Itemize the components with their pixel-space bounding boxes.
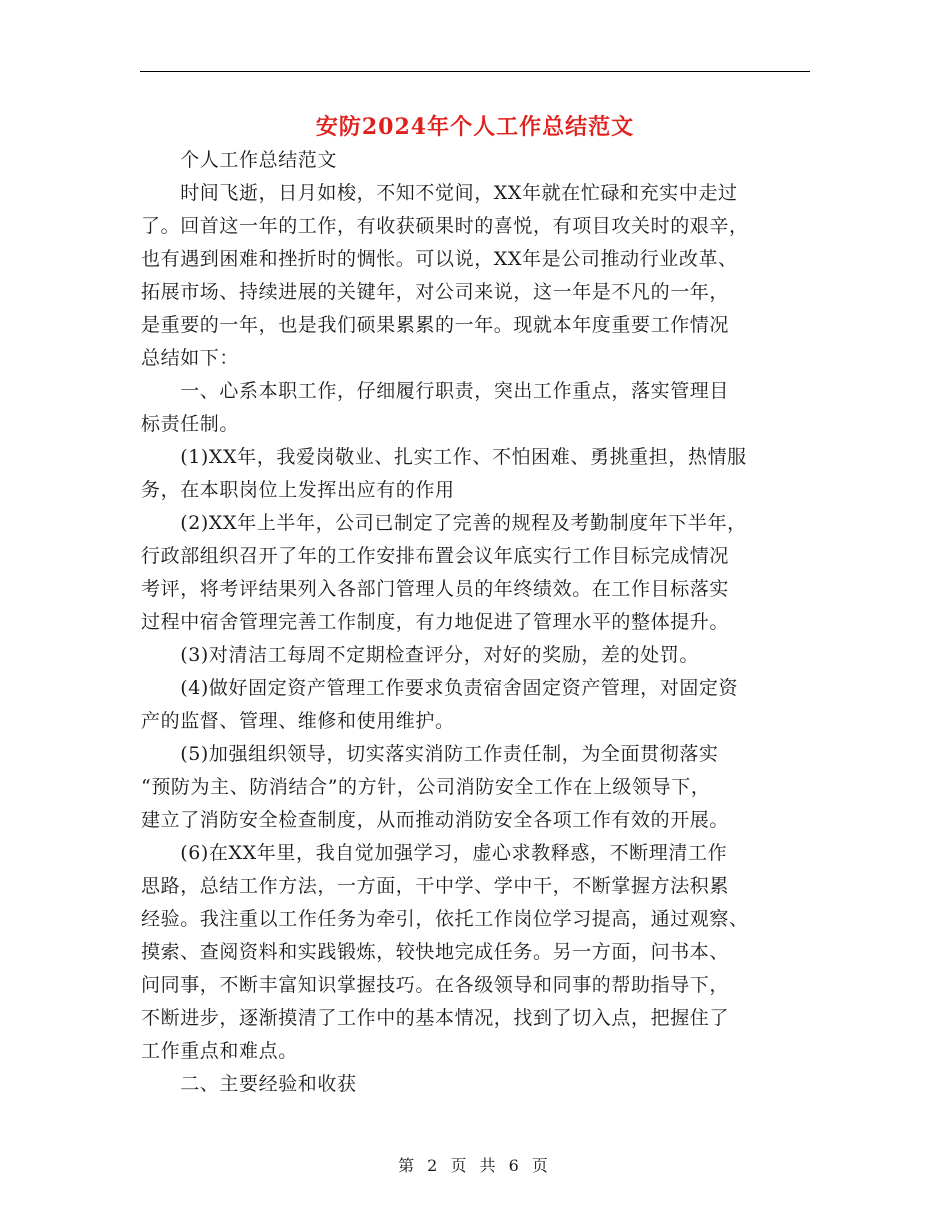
page-number: 第 2 页 共 6 页 <box>398 1156 552 1175</box>
body-line: (4)做好固定资产管理工作要求负责宿舍固定资产管理，对固定资 <box>141 677 739 699</box>
body-line: 拓展市场、持续进展的关键年，对公司来说，这一年是不凡的一年， <box>141 281 730 303</box>
body-line: 二、主要经验和收获 <box>141 1073 357 1095</box>
body-line: 务，在本职岗位上发挥出应有的作用 <box>141 479 455 501</box>
body-line: 产的监督、管理、维修和使用维护。 <box>141 710 455 732</box>
body-line: 工作重点和难点。 <box>141 1040 298 1062</box>
document-body <box>141 144 801 1101</box>
body-line: “预防为主、防消结合”的方针，公司消防安全工作在上级领导下， <box>141 776 711 798</box>
body-line: 问同事，不断丰富知识掌握技巧。在各级领导和同事的帮助指导下， <box>141 974 730 996</box>
body-line: 是重要的一年，也是我们硕果累累的一年。现就本年度重要工作情况 <box>141 314 730 336</box>
body-line: (2)XX年上半年，公司已制定了完善的规程及考勤制度年下半年， <box>141 512 747 534</box>
body-line: 建立了消防安全检查制度，从而推动消防安全各项工作有效的开展。 <box>141 809 730 831</box>
body-line: 了。回首这一年的工作，有收获硕果时的喜悦，有项目攻关时的艰辛， <box>141 215 749 237</box>
document-title: 安防2024年个人工作总结范文 <box>315 114 635 140</box>
body-line: 思路，总结工作方法，一方面，干中学、学中干，不断掌握方法积累 <box>141 875 730 897</box>
body-line: 一、心系本职工作，仔细履行职责，突出工作重点，落实管理目 <box>141 380 730 402</box>
body-line: 总结如下： <box>141 347 240 369</box>
body-line: 摸索、查阅资料和实践锻炼，较快地完成任务。另一方面，问书本、 <box>141 941 730 963</box>
body-line: (3)对清洁工每周不定期检查评分，对好的奖励，差的处罚。 <box>141 644 699 666</box>
header-rule <box>140 71 810 72</box>
body-line: 不断进步，逐渐摸清了工作中的基本情况，找到了切入点，把握住了 <box>141 1007 730 1029</box>
body-line: 也有遇到困难和挫折时的惆怅。可以说，XX年是公司推动行业改革、 <box>141 248 738 270</box>
body-line: 个人工作总结范文 <box>141 149 338 171</box>
body-line: 时间飞逝，日月如梭，不知不觉间，XX年就在忙碌和充实中走过 <box>141 182 738 204</box>
body-line: 经验。我注重以工作任务为牵引，依托工作岗位学习提高，通过观察、 <box>141 908 749 930</box>
body-line: 考评，将考评结果列入各部门管理人员的年终绩效。在工作目标落实 <box>141 578 730 600</box>
body-line: 过程中宿舍管理完善工作制度，有力地促进了管理水平的整体提升。 <box>141 611 730 633</box>
body-line: (5)加强组织领导，切实落实消防工作责任制，为全面贯彻落实 <box>141 743 719 765</box>
body-line: 行政部组织召开了年的工作安排布置会议年底实行工作目标完成情况 <box>141 545 730 567</box>
body-line: 标责任制。 <box>141 413 240 435</box>
body-line: (6)在XX年里，我自觉加强学习，虚心求教释惑，不断理清工作 <box>141 842 728 864</box>
body-line: (1)XX年，我爱岗敬业、扎实工作、不怕困难、勇挑重担，热情服 <box>141 446 747 468</box>
